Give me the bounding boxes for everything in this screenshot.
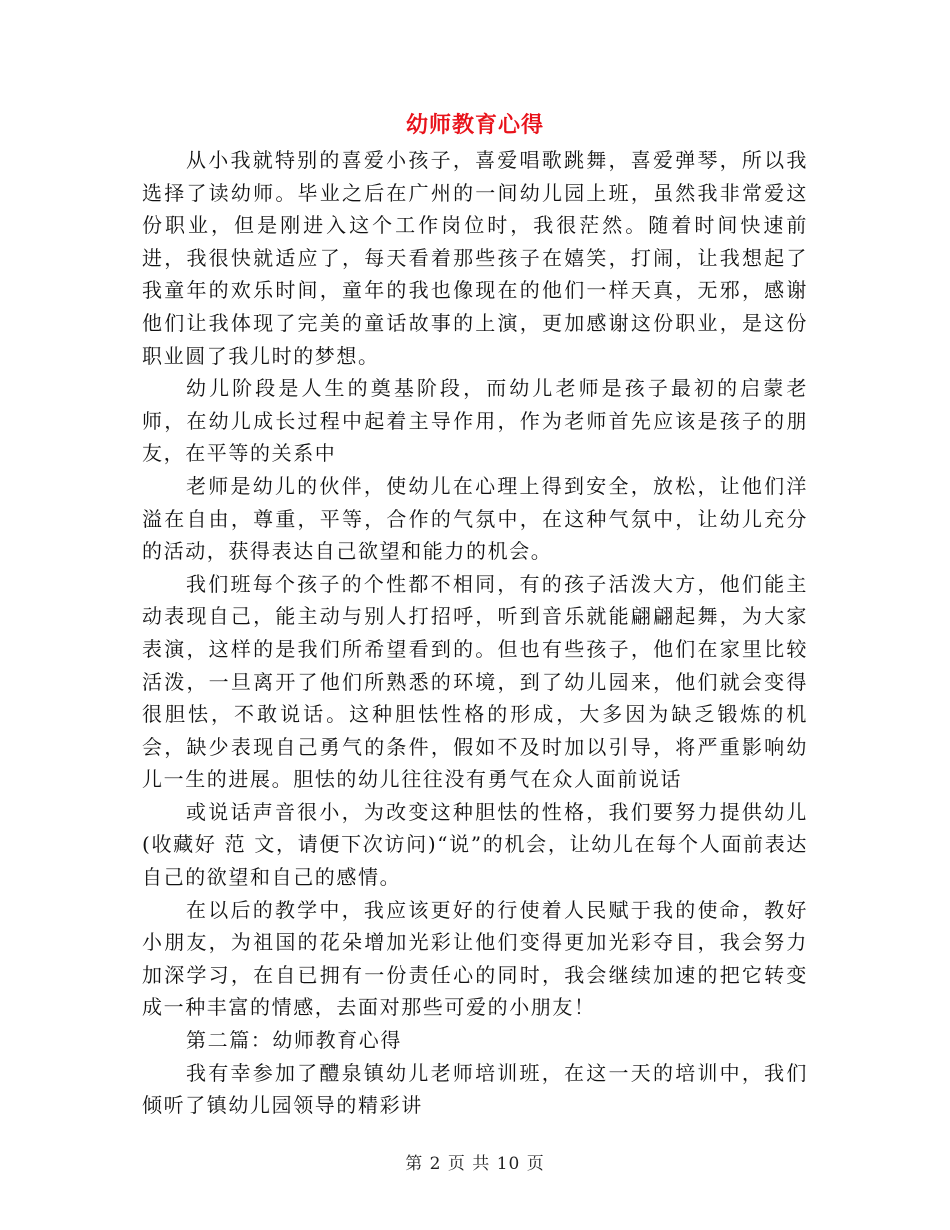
document-body <box>142 144 808 1122</box>
paragraph: 幼儿阶段是人生的奠基阶段，而幼儿老师是孩子最初的启蒙老师，在幼儿成长过程中起着主导作用，作为老师首先应该是孩子的朋友，在平等的关系中 <box>142 376 808 466</box>
paragraph: 我有幸参加了醴泉镇幼儿老师培训班，在这一天的培训中，我们倾听了镇幼儿园领导的精彩讲 <box>142 1060 808 1118</box>
page-number-label: 第 2 页 共 10 页 <box>405 1154 545 1174</box>
paragraph: 我们班每个孩子的个性都不相同，有的孩子活泼大方，他们能主动表现自己，能主动与别人打招呼，听到音乐就能翩翩起舞，为大家表演，这样的是我们所希望看到的。但也有些孩子，他们在家里比较活泼，一旦离开了他们所熟悉的环境，到了幼儿园来，他们就会变得很胆怯，不敢说话。这种胆怯性格的形成，大多因为缺乏锻炼的机会，缺少表现自己勇气的条件，假如不及时加以引导，将严重影响幼儿一生的进展。胆怯的幼儿往往没有勇气在众人面前说话 <box>142 571 808 792</box>
paragraph: 从小我就特别的喜爱小孩子，喜爱唱歌跳舞，喜爱弹琴，所以我选择了读幼师。毕业之后在广州的一间幼儿园上班，虽然我非常爱这份职业，但是刚进入这个工作岗位时，我很茫然。随着时间快速前进，我很快就适应了，每天看着那些孩子在嬉笑，打闹，让我想起了我童年的欢乐时间，童年的我也像现在的他们一样天真，无邪，感谢他们让我体现了完美的童话故事的上演，更加感谢这份职业，是这份职业圆了我儿时的梦想。 <box>142 148 808 368</box>
paragraph: 或说话声音很小，为改变这种胆怯的性格，我们要努力提供幼儿(收藏好 范 文，请便下次访问)“说”的机会，让幼儿在每个人面前表达自己的欲望和自己的感情。 <box>142 799 808 890</box>
document-title: 幼师教育心得 <box>405 112 544 138</box>
paragraph: 在以后的教学中，我应该更好的行使着人民赋于我的使命，教好小朋友，为祖国的花朵增加光彩让他们变得更加光彩夺目，我会努力加深学习，在自已拥有一份责任心的同时，我会继续加速的把它转变成一种丰富的情感，去面对那些可爱的小朋友！ <box>142 897 808 1020</box>
paragraph: 老师是幼儿的伙伴，使幼儿在心理上得到安全，放松，让他们洋溢在自由，尊重，平等，合作的气氛中，在这种气氛中，让幼儿充分的活动，获得表达自己欲望和能力的机会。 <box>142 473 808 564</box>
page-footer <box>0 1152 950 1176</box>
section-heading: 第二篇：幼师教育心得 <box>186 1028 402 1053</box>
